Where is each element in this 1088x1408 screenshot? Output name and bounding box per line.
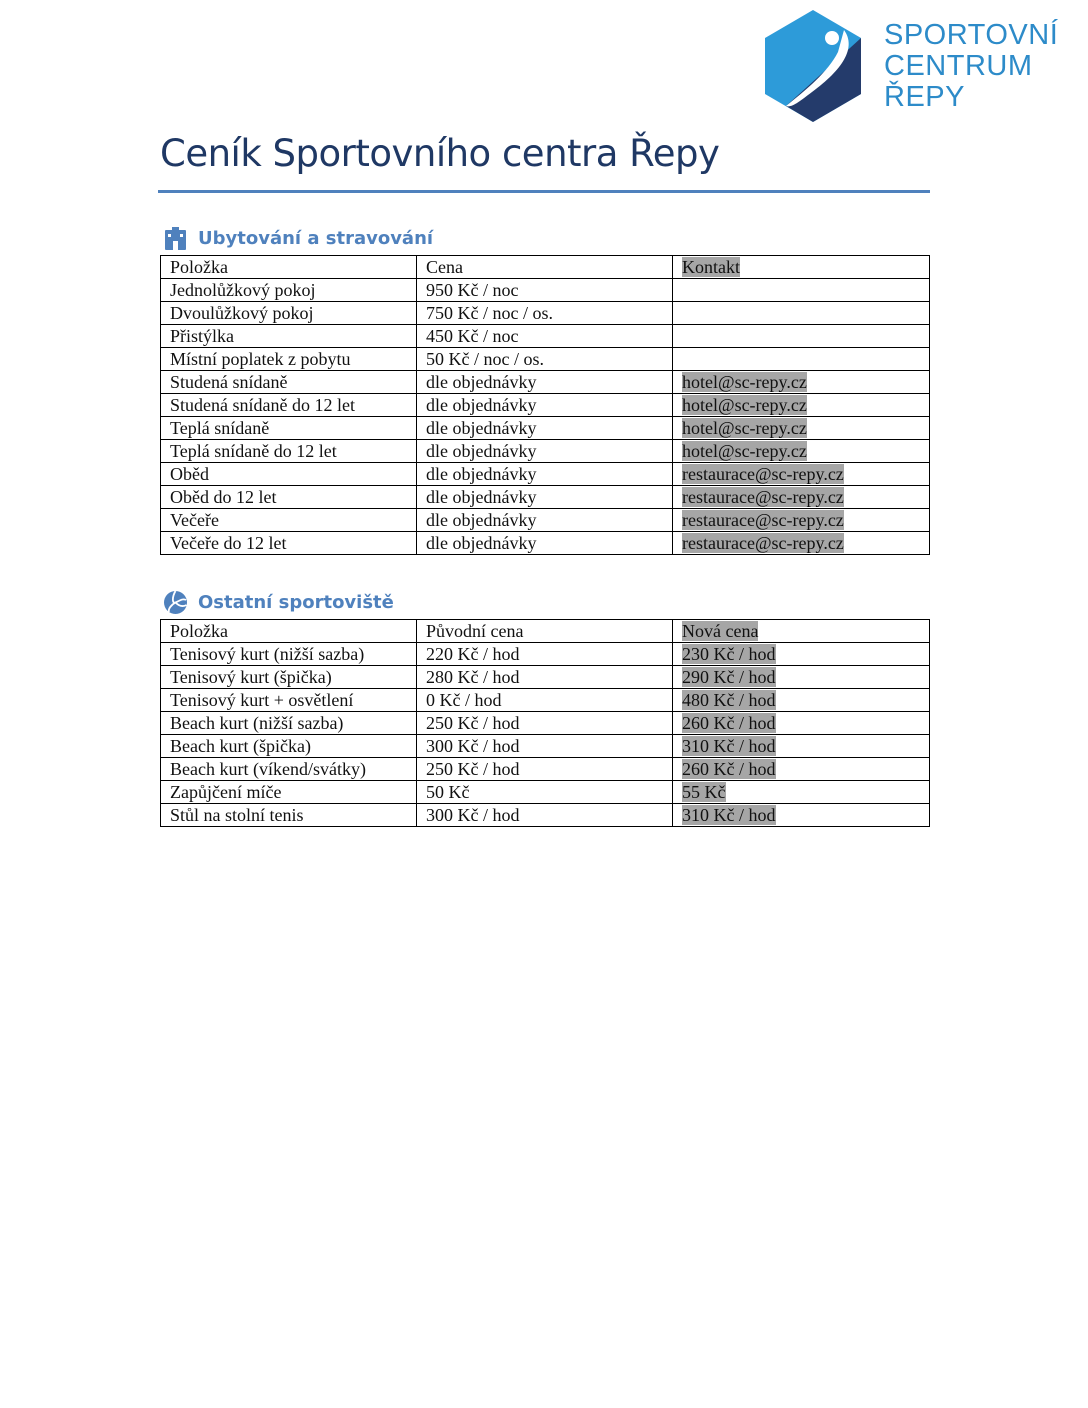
table-cell bbox=[673, 348, 930, 371]
table-cell bbox=[161, 509, 417, 532]
cell-text: hotel@sc-repy.cz bbox=[682, 371, 807, 392]
table-cell bbox=[417, 325, 673, 348]
table-cell bbox=[673, 712, 930, 735]
table-cell bbox=[161, 302, 417, 325]
cell-text: 220 Kč / hod bbox=[426, 643, 520, 664]
cell-text: Beach kurt (špička) bbox=[170, 735, 311, 756]
section-heading-label: Ubytování a stravování bbox=[198, 227, 434, 249]
table-cell bbox=[417, 486, 673, 509]
logo-hexagon-icon bbox=[762, 8, 864, 124]
cell-text: 250 Kč / hod bbox=[426, 712, 520, 733]
column-header bbox=[161, 256, 417, 279]
cell-text: dle objednávky bbox=[426, 509, 537, 530]
table-row bbox=[161, 532, 930, 555]
table-cell bbox=[161, 325, 417, 348]
cell-text: 480 Kč / hod bbox=[682, 689, 776, 710]
cell-text: Stůl na stolní tenis bbox=[170, 804, 304, 825]
cell-text: 450 Kč / noc bbox=[426, 325, 519, 346]
table-cell bbox=[161, 804, 417, 827]
table-cell bbox=[673, 394, 930, 417]
logo-line-1: SPORTOVNÍ bbox=[884, 19, 1059, 51]
table-cell bbox=[161, 643, 417, 666]
table-cell bbox=[417, 509, 673, 532]
table-cell bbox=[673, 666, 930, 689]
cell-text: dle objednávky bbox=[426, 440, 537, 461]
table-cell bbox=[673, 735, 930, 758]
table-cell bbox=[161, 735, 417, 758]
cell-text: restaurace@sc-repy.cz bbox=[682, 463, 844, 484]
table-cell bbox=[673, 689, 930, 712]
section-heading-accommodation bbox=[163, 224, 433, 252]
table-cell bbox=[417, 712, 673, 735]
table-cell bbox=[161, 394, 417, 417]
sports-table bbox=[160, 619, 930, 827]
table-cell bbox=[161, 463, 417, 486]
cell-text: Beach kurt (víkend/svátky) bbox=[170, 758, 366, 779]
table-cell bbox=[417, 781, 673, 804]
cell-text: Beach kurt (nižší sazba) bbox=[170, 712, 344, 733]
table-cell bbox=[417, 440, 673, 463]
table-row bbox=[161, 417, 930, 440]
cell-text: Cena bbox=[426, 256, 463, 277]
cell-text: Studená snídaně bbox=[170, 371, 288, 392]
cell-text: Kontakt bbox=[682, 256, 740, 277]
cell-text: Původní cena bbox=[426, 620, 524, 641]
table-row bbox=[161, 712, 930, 735]
table-cell bbox=[161, 348, 417, 371]
table-cell bbox=[417, 394, 673, 417]
table-cell bbox=[417, 302, 673, 325]
table-cell bbox=[417, 532, 673, 555]
cell-text: 0 Kč / hod bbox=[426, 689, 502, 710]
table-cell bbox=[417, 689, 673, 712]
section-heading-sports bbox=[163, 588, 394, 616]
table-cell bbox=[673, 279, 930, 302]
cell-text: 310 Kč / hod bbox=[682, 804, 776, 825]
cell-text: Studená snídaně do 12 let bbox=[170, 394, 355, 415]
cell-text: dle objednávky bbox=[426, 532, 537, 553]
cell-text: Přistýlka bbox=[170, 325, 235, 346]
cell-text: Teplá snídaně do 12 let bbox=[170, 440, 337, 461]
table-row bbox=[161, 735, 930, 758]
title-underline bbox=[158, 190, 930, 193]
table-row bbox=[161, 643, 930, 666]
cell-text: Dvoulůžkový pokoj bbox=[170, 302, 314, 323]
table-cell bbox=[161, 689, 417, 712]
cell-text: 55 Kč bbox=[682, 781, 726, 802]
table-row bbox=[161, 689, 930, 712]
table-cell bbox=[161, 279, 417, 302]
table-row bbox=[161, 279, 930, 302]
table-cell bbox=[161, 532, 417, 555]
table-row bbox=[161, 804, 930, 827]
table-row bbox=[161, 463, 930, 486]
table-row bbox=[161, 371, 930, 394]
cell-text: restaurace@sc-repy.cz bbox=[682, 532, 844, 553]
cell-text: Teplá snídaně bbox=[170, 417, 270, 438]
column-header bbox=[673, 620, 930, 643]
logo-line-3: ŘEPY bbox=[884, 81, 965, 113]
cell-text: Zapůjčení míče bbox=[170, 781, 282, 802]
section-heading-label: Ostatní sportoviště bbox=[198, 591, 394, 613]
cell-text: dle objednávky bbox=[426, 486, 537, 507]
cell-text: restaurace@sc-repy.cz bbox=[682, 509, 844, 530]
table-cell bbox=[673, 509, 930, 532]
cell-text: restaurace@sc-repy.cz bbox=[682, 486, 844, 507]
table-row bbox=[161, 440, 930, 463]
table-cell bbox=[417, 417, 673, 440]
table-cell bbox=[417, 735, 673, 758]
table-cell bbox=[161, 417, 417, 440]
logo-wordmark bbox=[884, 20, 1058, 113]
sc-repy-logo bbox=[762, 8, 1059, 128]
cell-text: 250 Kč / hod bbox=[426, 758, 520, 779]
table-header-row bbox=[161, 620, 930, 643]
cell-text: Položka bbox=[170, 256, 228, 277]
table-cell bbox=[161, 486, 417, 509]
table-cell bbox=[673, 781, 930, 804]
hotel-building-icon bbox=[163, 226, 188, 251]
table-cell bbox=[673, 463, 930, 486]
cell-text: Jednolůžkový pokoj bbox=[170, 279, 316, 300]
page-title: Ceník Sportovního centra Řepy bbox=[160, 132, 720, 175]
table-row bbox=[161, 302, 930, 325]
cell-text: 750 Kč / noc / os. bbox=[426, 302, 553, 323]
cell-text: dle objednávky bbox=[426, 463, 537, 484]
table-cell bbox=[673, 417, 930, 440]
cell-text: dle objednávky bbox=[426, 371, 537, 392]
cell-text: 310 Kč / hod bbox=[682, 735, 776, 756]
cell-text: 300 Kč / hod bbox=[426, 804, 520, 825]
column-header bbox=[417, 256, 673, 279]
table-cell bbox=[417, 463, 673, 486]
cell-text: hotel@sc-repy.cz bbox=[682, 417, 807, 438]
table-row bbox=[161, 486, 930, 509]
table-cell bbox=[673, 758, 930, 781]
cell-text: Nová cena bbox=[682, 620, 759, 641]
table-row bbox=[161, 348, 930, 371]
table-cell bbox=[161, 440, 417, 463]
cell-text: 50 Kč / noc / os. bbox=[426, 348, 544, 369]
table-header-row bbox=[161, 256, 930, 279]
table-cell bbox=[417, 279, 673, 302]
table-cell bbox=[417, 666, 673, 689]
table-row bbox=[161, 325, 930, 348]
table-cell bbox=[673, 440, 930, 463]
table-cell bbox=[673, 371, 930, 394]
table-cell bbox=[417, 758, 673, 781]
cell-text: Večeře bbox=[170, 509, 219, 530]
table-row bbox=[161, 509, 930, 532]
cell-text: Tenisový kurt (nižší sazba) bbox=[170, 643, 365, 664]
cell-text: Večeře do 12 let bbox=[170, 532, 287, 553]
cell-text: Oběd do 12 let bbox=[170, 486, 277, 507]
cell-text: 50 Kč bbox=[426, 781, 470, 802]
table-row bbox=[161, 781, 930, 804]
cell-text: 260 Kč / hod bbox=[682, 712, 776, 733]
cell-text: 260 Kč / hod bbox=[682, 758, 776, 779]
column-header bbox=[161, 620, 417, 643]
cell-text: hotel@sc-repy.cz bbox=[682, 440, 807, 461]
cell-text: 280 Kč / hod bbox=[426, 666, 520, 687]
table-cell bbox=[161, 712, 417, 735]
table-cell bbox=[417, 804, 673, 827]
cell-text: Místní poplatek z pobytu bbox=[170, 348, 351, 369]
cell-text: Tenisový kurt + osvětlení bbox=[170, 689, 354, 710]
table-cell bbox=[673, 325, 930, 348]
table-cell bbox=[673, 302, 930, 325]
cell-text: 290 Kč / hod bbox=[682, 666, 776, 687]
cell-text: dle objednávky bbox=[426, 394, 537, 415]
logo-line-2: CENTRUM bbox=[884, 50, 1033, 82]
table-cell bbox=[161, 758, 417, 781]
table-cell bbox=[417, 643, 673, 666]
table-cell bbox=[161, 781, 417, 804]
table-cell bbox=[417, 371, 673, 394]
cell-text: Tenisový kurt (špička) bbox=[170, 666, 332, 687]
table-cell bbox=[673, 532, 930, 555]
table-row bbox=[161, 394, 930, 417]
table-row bbox=[161, 666, 930, 689]
table-cell bbox=[161, 666, 417, 689]
table-cell bbox=[673, 643, 930, 666]
cell-text: dle objednávky bbox=[426, 417, 537, 438]
cell-text: 950 Kč / noc bbox=[426, 279, 519, 300]
table-cell bbox=[673, 804, 930, 827]
table-row bbox=[161, 758, 930, 781]
column-header bbox=[673, 256, 930, 279]
column-header bbox=[417, 620, 673, 643]
table-cell bbox=[161, 371, 417, 394]
cell-text: Položka bbox=[170, 620, 228, 641]
volleyball-icon bbox=[163, 590, 188, 615]
table-cell bbox=[417, 348, 673, 371]
cell-text: hotel@sc-repy.cz bbox=[682, 394, 807, 415]
table-cell bbox=[673, 486, 930, 509]
cell-text: Oběd bbox=[170, 463, 209, 484]
accommodation-table bbox=[160, 255, 930, 555]
cell-text: 230 Kč / hod bbox=[682, 643, 776, 664]
cell-text: 300 Kč / hod bbox=[426, 735, 520, 756]
